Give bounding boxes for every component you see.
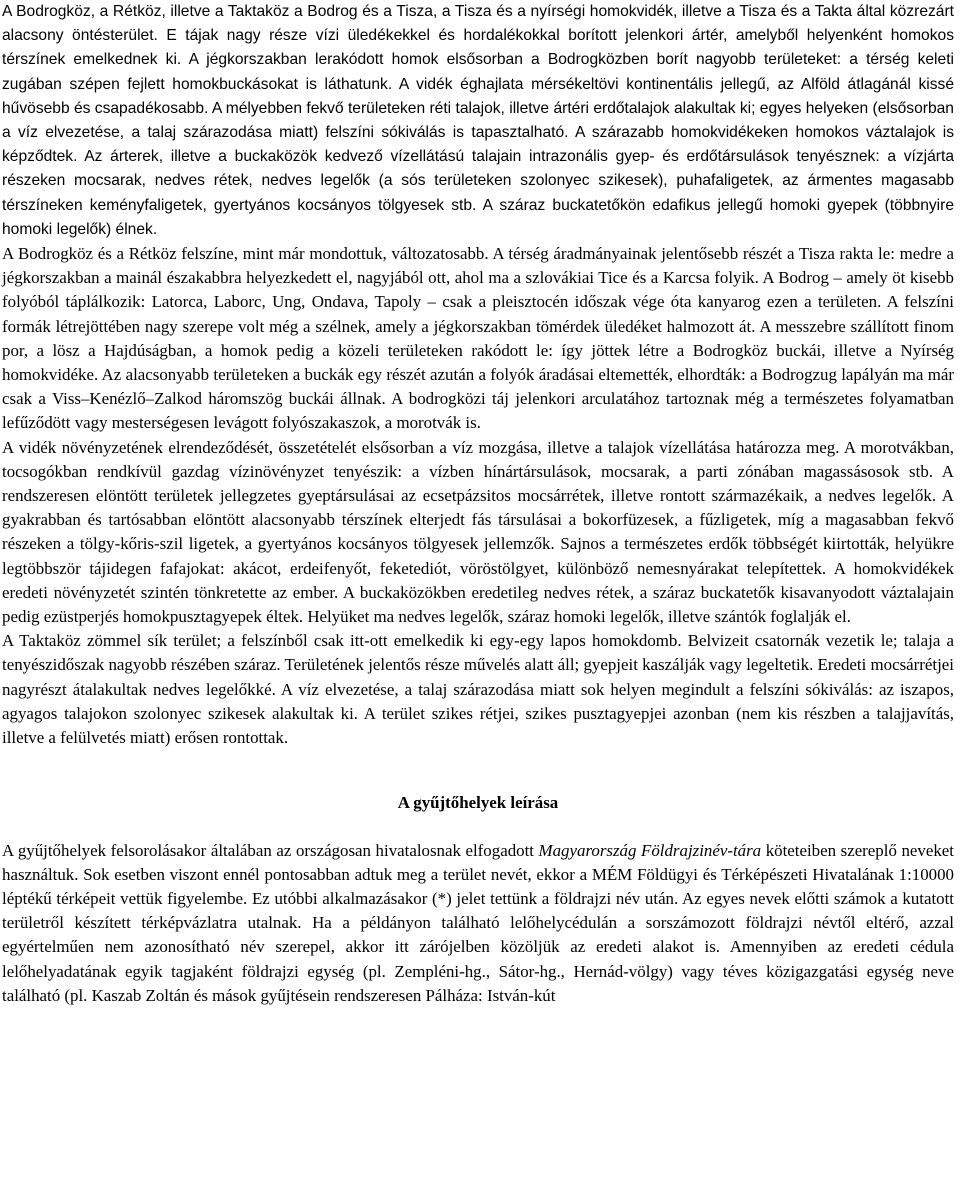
paragraph-surface: A Bodrogköz és a Rétköz felszíne, mint már mondottuk, változatosabb. A térség áradmányainak jelentősebb részét a Tisza rakta le: medre a jégkorszakban a mainál északabbra helyezkedett el, nagyjából ott, ahol ma a szlovákiai Tice és a Karcsa folyik. A Bodrog – amely öt kisebb folyóból táplálkozik: Latorca, Laborc, Ung, Ondava, Tapoly – csak a pleisztocén időszak vége óta kanyarog ezen a területen. A felszíni formák létrejöttében nagy szerepe volt még a szélnek, amely a jégkorszakban tömérdek üledéket halmozott át. A messzebre szállított finom por, a lösz a Hajdúságban, a homok pedig a közeli területeken rakódott le: így jöttek létre a Bodrogköz buckái, illetve a Nyírség homokvidéke. Az alacsonyabb területeken a buckák egy részét azután a folyók áradásai eltemették, elhordták: a Bodrogzug lapályán ma már csak a Viss–Kenézlő–Zalkod háromszög buckái állnak. A bodrogközi táj jelenkori arculatához tartoznak még a természetes folyamatban lefűződött vagy mesterségesen levágott folyószakaszok, a morotvák is.	[2, 244, 954, 433]
paragraph-intro: A Bodrogköz, a Rétköz, illetve a Taktaköz a Bodrog és a Tisza, a Tisza és a nyírségi homokvidék, illetve a Tisza és a Takta által közrezárt alacsony öntésterület. E tájak nagy része vízi üledékekkel és hordalékokkal borított jelenkori ártér, amelyből helyenként homokos térszínek emelkednek ki. A jégkorszakban lerakódott homok elsősorban a Bodrogközben borít nagyobb területeket: a térség keleti zugában szépen fejlett homokbuckásokat is láthatunk. A vidék éghajlata mérsékeltövi kontinentális jellegű, az Alföld átlagánál kissé hűvösebb és csapadékosabb. A mélyebben fekvő területeken réti talajok, illetve ártéri erdőtalajok alakultak ki; egyes helyeken (elsősorban a víz elvezetése, a talaj szárazodása miatt) felszíni sókiválás is tapasztalható. A szárazabb homokvidékeken homokos váztalajok is képződtek. Az árterek, illetve a buckaközök kedvező vízellátású talajain intrazonális gyep- és erdőtársulások tenyésznek: a vízjárta részeken mocsarak, nedves rétek, nedves legelők (a sós területeken szolonyec szikesek), puhafaligetek, az ármentes magasabb térszíneken keményfaligetek, gyertyános kocsányos tölgyesek stb. A száraz buckatetőkön edafikus jellegű homoki gyepek (többnyire homoki legelők) élnek.	[2, 3, 954, 238]
section-heading: A gyűjtőhelyek leírása	[397, 793, 559, 813]
paragraph-vegetation: A vidék növényzetének elrendeződését, összetételét elsősorban a víz mozgása, illetve a talajok vízellátása határozza meg. A morotvákban, tocsogókban rendkívül gazdag vízinövényzet tenyészik: a vízben hínártársulások, mocsarak, a parti zónában magassásosok stb. A rendszeresen elöntött területek jellegzetes gyeptársulásai az ecsetpázsitos mocsárrétek, illetve rontott származékaik, a nedves legelők. A gyakrabban és tartósabban elöntött alacsonyabb térszínek elterjedt fás társulásai a bokorfüzesek, a fűzligetek, míg a magasabban fekvő részeken a tölgy-kőris-szil ligetek, a gyertyános kocsányos tölgyesek jellemzők. Sajnos a természetes erdők többségét kiirtották, helyükre legtöbbször tájidegen fafajokat: akácot, erdeifenyőt, feketediót, vöröstölgyet, különböző nemesnyárakat telepítettek. A homokvidékek eredeti növényzetét szintén tönkretette az ember. A buckaközökben eredetileg nedves rétek, a száraz buckatetők kisavanyodott váztalajain pedig ezüstperjés homokpusztagyepek éltek. Helyüket ma nedves legelők, száraz homoki legelők, illetve szántók foglalják el.	[2, 437, 954, 627]
book-title-italic: Magyarország Földrajzinév-tára	[538, 840, 762, 860]
paragraph-taktakoz: A Taktaköz zömmel sík terület; a felszínből csak itt-ott emelkedik ki egy-egy lapos homokdomb. Belvizeit csatornák vezetik le; talaja a tenyészidőszak nagyobb részében száraz. Területének jelentős része művelés alatt áll; gyepjeit kaszálják vagy legeltetik. Eredeti mocsárrétjei nagyrészt átalakultak nedves legelőkké. A víz elvezetése, a talaj szárazodása miatt sok helyen megindult a felszíni sókiválás: az iszapos, agyagos talajokon szolonyec szikesek alakultak ki. A terület szikes rétjei, szikes pusztagyepjei azonban (nem kis részben a talajjavítás, illetve a felülvetés miatt) erősen rontottak.	[2, 631, 954, 748]
paragraph-collection-sites	[2, 839, 954, 1008]
document-page	[2, 0, 954, 1008]
collection-text-part1: A gyűjtőhelyek felsorolásakor általában az országosan hivatalosnak elfogadott	[2, 840, 539, 860]
collection-text-part2: köteteiben szereplő neveket használtuk. Sok esetben viszont ennél pontosabban adtuk meg a terület nevét, ekkor a MÉM Földügyi és Térképészeti Hivatalának 1:10000 léptékű térképeit vettük figyelembe. Ez utóbbi alkalmazásakor (*) jelet tettünk a földrajzi név után. Az egyes nevek előtti számok a kutatott területről készített térképvázlatra utalnak. Ha a példányon található lelőhelycédulán a sorszámozott földrajzi névtől eltérő, azzal egyértelműen nem azonosítható név szerepel, akkor itt zárójelben közöljük az eredeti alakot is. Amennyiben az eredeti cédula lelőhelyadatának egyik tagjaként földrajzi egység (pl. Zempléni-hg., Sátor-hg., Hernád-völgy) vagy téves közigazgatási egység neve található (pl. Kaszab Zoltán és mások gyűjtésein rendszeresen Pálháza: István-kút	[2, 840, 954, 1005]
